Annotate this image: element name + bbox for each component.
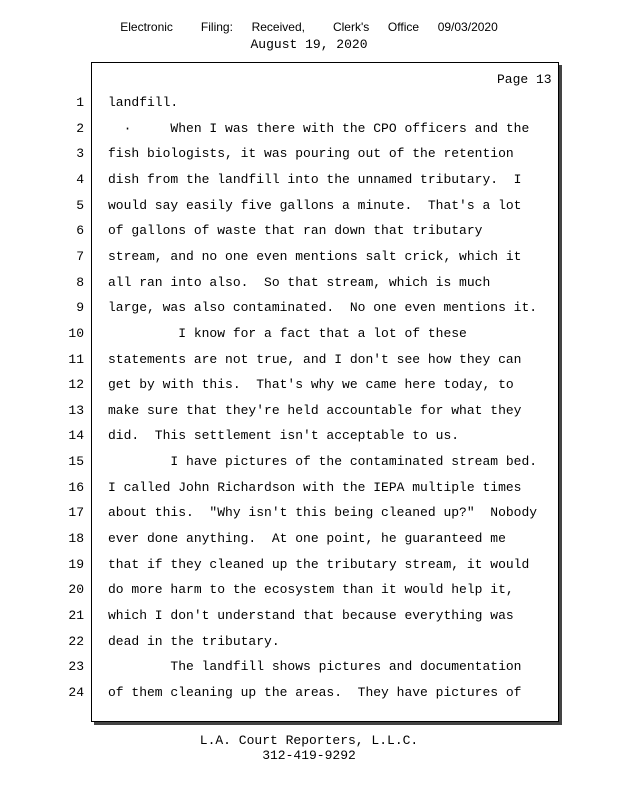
line-number: 3 <box>76 146 84 162</box>
line-text: get by with this. That's why we came here today, to <box>108 377 514 393</box>
line-text: that if they cleaned up the tributary stream, it would <box>108 556 530 572</box>
reporter-phone: 312-419-9292 <box>262 748 356 763</box>
line-text: would say easily five gallons a minute. That's a lot <box>108 197 522 213</box>
transcript-date: August 19, 2020 <box>250 37 368 52</box>
line-text: · When I was there with the CPO officers and the <box>108 120 530 136</box>
line-text: dead in the tributary. <box>108 633 280 649</box>
line-number: 14 <box>68 428 84 444</box>
transcript-line <box>0 503 618 523</box>
line-number: 7 <box>76 248 84 264</box>
line-number: 13 <box>68 402 84 418</box>
line-number: 22 <box>68 633 84 649</box>
line-number: 1 <box>76 95 84 110</box>
transcript-line <box>0 426 618 446</box>
line-text: I called John Richardson with the IEPA multiple times <box>108 479 522 495</box>
line-text: The landfill shows pictures and documentation <box>108 659 522 675</box>
transcript-line <box>0 119 618 139</box>
transcript-line <box>0 478 618 498</box>
transcript-line <box>0 555 618 575</box>
line-number: 24 <box>68 684 84 700</box>
line-number: 15 <box>68 454 84 470</box>
line-text: all ran into also. So that stream, which is much <box>108 274 491 290</box>
line-number: 12 <box>68 377 84 393</box>
transcript-line <box>0 350 618 370</box>
line-number: 18 <box>68 531 84 547</box>
line-number: 11 <box>68 351 84 367</box>
transcript-line <box>0 375 618 395</box>
line-number: 10 <box>68 325 84 341</box>
transcript-line <box>0 580 618 600</box>
line-text: I know for a fact that a lot of these <box>108 325 467 341</box>
transcript-line <box>0 401 618 421</box>
line-number: 21 <box>68 608 84 623</box>
transcript-line <box>0 93 618 113</box>
line-text: do more harm to the ecosystem than it would help it, <box>108 582 514 598</box>
line-number: 20 <box>68 582 84 598</box>
line-number: 9 <box>76 300 84 316</box>
line-number: 4 <box>76 171 84 187</box>
line-number: 19 <box>68 556 84 572</box>
line-text: fish biologists, it was pouring out of the retention <box>108 146 514 162</box>
transcript-line <box>0 529 618 549</box>
transcript-line <box>0 683 618 703</box>
transcript-line <box>0 657 618 677</box>
transcript-line <box>0 196 618 216</box>
transcript-line <box>0 606 618 626</box>
line-number: 17 <box>68 505 84 521</box>
transcript-line <box>0 632 618 652</box>
reporter-company: L.A. Court Reporters, L.L.C. <box>199 733 419 748</box>
line-number: 8 <box>76 274 84 290</box>
line-number: 2 <box>76 120 84 136</box>
line-text: stream, and no one even mentions salt crick, which it <box>108 248 522 264</box>
transcript-line <box>0 298 618 318</box>
transcript-line <box>0 170 618 190</box>
transcript-line <box>0 273 618 293</box>
line-text: which I don't understand that because everything was <box>108 608 514 623</box>
line-text: large, was also contaminated. No one even mentions it. <box>108 300 538 316</box>
line-text: statements are not true, and I don't see how they can <box>108 351 522 367</box>
line-text: landfill. <box>108 95 179 110</box>
transcript-line <box>0 324 618 344</box>
line-text: ever done anything. At one point, he guaranteed me <box>108 531 506 547</box>
line-text: of them cleaning up the areas. They have pictures of <box>108 684 522 700</box>
line-number: 5 <box>76 197 84 213</box>
transcript-line <box>0 247 618 267</box>
line-text: about this. "Why isn't this being cleaned up?" Nobody <box>108 505 538 521</box>
page-number: Page 13 <box>497 72 552 87</box>
line-text: make sure that they're held accountable for what they <box>108 402 522 418</box>
transcript-line <box>0 452 618 472</box>
line-text: I have pictures of the contaminated stream bed. <box>108 454 538 470</box>
transcript-line <box>0 144 618 164</box>
electronic-filing-stamp: Electronic Filing: Received, Clerk's Office 09/03/2020 <box>120 20 498 34</box>
line-text: did. This settlement isn't acceptable to us. <box>108 428 460 444</box>
line-number: 23 <box>68 659 84 675</box>
line-number: 6 <box>76 223 84 239</box>
line-number: 16 <box>68 479 84 495</box>
line-text: dish from the landfill into the unnamed tributary. I <box>108 171 522 187</box>
transcript-line <box>0 221 618 241</box>
line-text: of gallons of waste that ran down that tributary <box>108 223 483 239</box>
